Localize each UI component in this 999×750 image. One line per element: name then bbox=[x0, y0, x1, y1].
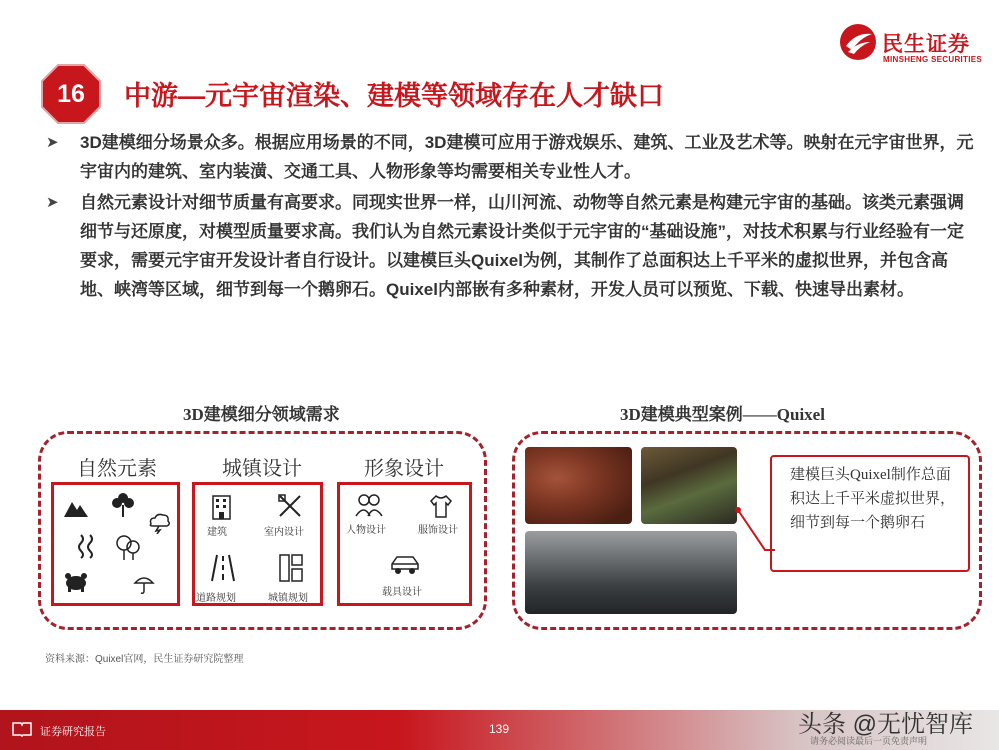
town-design-box bbox=[192, 482, 323, 606]
image-item-label: 人物设计 bbox=[346, 525, 386, 536]
category-label-town: 城镇设计 bbox=[222, 458, 302, 480]
water-icon bbox=[76, 533, 100, 559]
page-number: 139 bbox=[489, 722, 510, 736]
nature-elements-box bbox=[51, 482, 180, 606]
category-label-image: 形象设计 bbox=[364, 458, 444, 480]
bullet-list bbox=[46, 128, 976, 306]
people-icon bbox=[354, 492, 384, 518]
mountain-icon bbox=[63, 496, 89, 518]
town-item-label: 道路规划 bbox=[196, 593, 236, 604]
logo-name-en: MINSHENG SECURITIES bbox=[883, 55, 983, 64]
book-icon bbox=[12, 721, 32, 737]
bullet-text: 自然元素设计对细节质量有高要求。同现实世界一样，山川河流、动物等自然元素是构建元宇宙的基础。该类元素强调细节与还原度，对模型质量要求高。我们认为自然元素设计类似于元宇宙的“基础设施”，对技术积累与行业经验有一定要求，需要元宇宙开发设计者自行设计。以建模巨头Quixel为例，其制作了总面积达上千平米的虚拟世界，并包含高地、峡湾等区域，细节到每一个鹅卵石。Quixel内部嵌有多种素材，开发人员可以预览、下载、快速导出素材。 bbox=[80, 193, 964, 299]
bullet-text: 3D建模细分场景众多。根据应用场景的不同，3D建模可应用于游戏娱乐、建筑、工业及艺术等。映射在元宇宙世界，元宇宙内的建筑、室内装潢、交通工具、人物形象等均需要相关专业性人才。 bbox=[80, 133, 974, 181]
watermark: 头条 @无忧智库 bbox=[798, 711, 974, 738]
callout-connector bbox=[735, 500, 775, 560]
building-icon bbox=[210, 493, 234, 521]
brand-logo bbox=[838, 22, 988, 68]
cliff-landscape-photo bbox=[641, 447, 737, 524]
tree-icon bbox=[114, 533, 142, 561]
report-label: 证券研究报告 bbox=[40, 726, 106, 738]
bullet-item bbox=[46, 188, 976, 304]
weather-icon bbox=[146, 510, 172, 534]
arrow-bullet-icon: ➤ bbox=[46, 194, 59, 211]
vehicle-icon bbox=[389, 553, 421, 577]
image-item-label: 服饰设计 bbox=[418, 525, 458, 536]
town-item-label: 建筑 bbox=[207, 527, 227, 538]
slide-number-badge bbox=[40, 63, 102, 125]
page-title: 中游—元宇宙渲染、建模等领域存在人才缺口 bbox=[124, 81, 664, 111]
right-panel-title: 3D建模典型案例——Quixel bbox=[620, 405, 825, 424]
rock-terrain-photo bbox=[525, 447, 632, 524]
disclaimer-text: 请务必阅读最后一页免责声明 bbox=[810, 736, 928, 746]
town-item-label: 室内设计 bbox=[264, 527, 304, 538]
image-item-label: 载具设计 bbox=[382, 587, 422, 598]
category-label-nature: 自然元素 bbox=[77, 458, 157, 480]
slide-number: 16 bbox=[57, 80, 85, 108]
arrow-bullet-icon: ➤ bbox=[46, 134, 59, 151]
logo-mark-icon bbox=[838, 22, 878, 62]
clothing-icon bbox=[428, 493, 454, 519]
road-icon bbox=[210, 553, 236, 583]
animal-icon bbox=[62, 571, 90, 593]
flower-icon bbox=[110, 491, 136, 519]
bullet-item bbox=[46, 128, 976, 186]
callout-text: 建模巨头Quixel制作总面积达上千平米虚拟世界，细节到每一个鹅卵石 bbox=[790, 467, 956, 531]
town-planning-icon bbox=[278, 553, 304, 583]
town-item-label: 城镇规划 bbox=[268, 593, 308, 604]
rain-icon bbox=[132, 571, 156, 595]
left-panel-title: 3D建模细分领域需求 bbox=[183, 405, 340, 424]
image-design-box bbox=[337, 482, 472, 606]
logo-name-cn: 民生证券 bbox=[882, 33, 970, 56]
pebble-stone-photo bbox=[525, 531, 737, 614]
source-note: 资料来源：Quixel官网，民生证券研究院整理 bbox=[45, 654, 244, 665]
interior-design-icon bbox=[277, 493, 303, 519]
